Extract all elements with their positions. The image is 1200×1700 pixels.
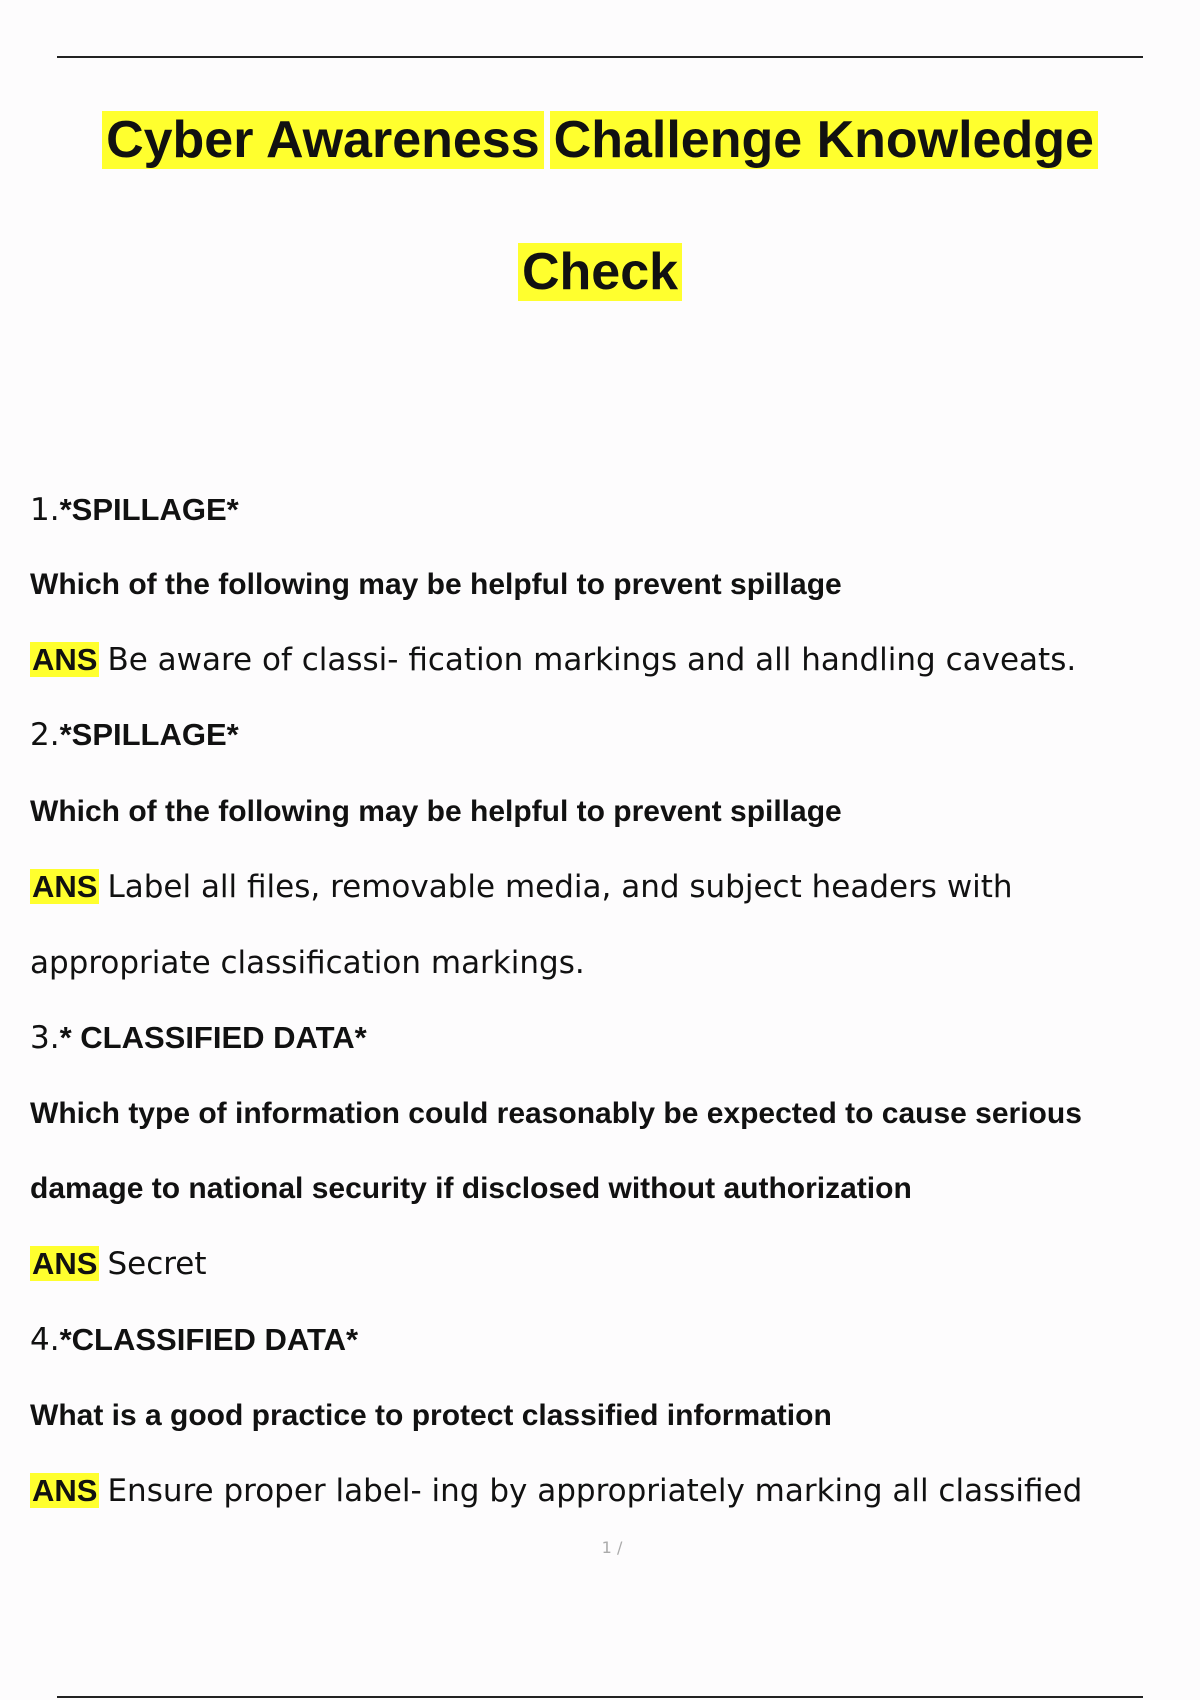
answer-text: Be aware of classi- fication markings and all handling caveats. (107, 642, 1077, 678)
item-1-answer (30, 640, 1076, 680)
item-number: 3. (30, 1020, 60, 1056)
ans-label: ANS (32, 1473, 98, 1508)
question-text: Which of the following may be helpful to prevent spillage (30, 795, 842, 828)
answer-text: Secret (107, 1246, 207, 1282)
item-4-answer (30, 1471, 1082, 1511)
item-number: 4. (30, 1322, 60, 1358)
title-line-1 (0, 108, 1200, 172)
ans-label: ANS (32, 869, 98, 904)
answer-text: appropriate classification markings. (30, 945, 585, 981)
answer-text: Label all files, removable media, and subject headers with (107, 869, 1013, 905)
item-1-question (30, 565, 842, 605)
item-category: *SPILLAGE* (59, 492, 239, 527)
item-3-header (30, 1018, 367, 1058)
bottom-rule (57, 1696, 1143, 1698)
item-category: * CLASSIFIED DATA* (59, 1020, 367, 1055)
item-4-header (30, 1320, 358, 1360)
item-2-question (30, 792, 842, 832)
item-4-question (30, 1396, 832, 1436)
item-2-answer-cont (30, 943, 585, 983)
item-2-answer (30, 867, 1013, 907)
item-3-question (30, 1094, 1082, 1134)
item-category: *CLASSIFIED DATA* (59, 1322, 359, 1357)
item-1-header (30, 490, 239, 530)
ans-label: ANS (32, 1246, 98, 1281)
item-number: 2. (30, 717, 60, 753)
title-part-1: Cyber Awareness (102, 111, 544, 169)
item-2-header (30, 715, 239, 755)
answer-text: Ensure proper label- ing by appropriately marking all classified (107, 1473, 1083, 1509)
item-number: 1. (30, 492, 60, 528)
ans-label: ANS (32, 642, 98, 677)
item-3-answer (30, 1244, 207, 1284)
question-text: What is a good practice to protect classified information (30, 1399, 832, 1432)
question-text: Which type of information could reasonably be expected to cause serious (30, 1097, 1082, 1130)
item-3-question-cont (30, 1169, 912, 1209)
title-line-2 (0, 240, 1200, 304)
page-number: 1 / (601, 1538, 623, 1557)
question-text: damage to national security if disclosed without authorization (30, 1172, 912, 1205)
title-part-2: Challenge Knowledge (550, 111, 1098, 169)
item-category: *SPILLAGE* (59, 717, 239, 752)
question-text: Which of the following may be helpful to prevent spillage (30, 568, 842, 601)
top-rule (57, 56, 1143, 58)
title-part-3: Check (518, 243, 682, 301)
